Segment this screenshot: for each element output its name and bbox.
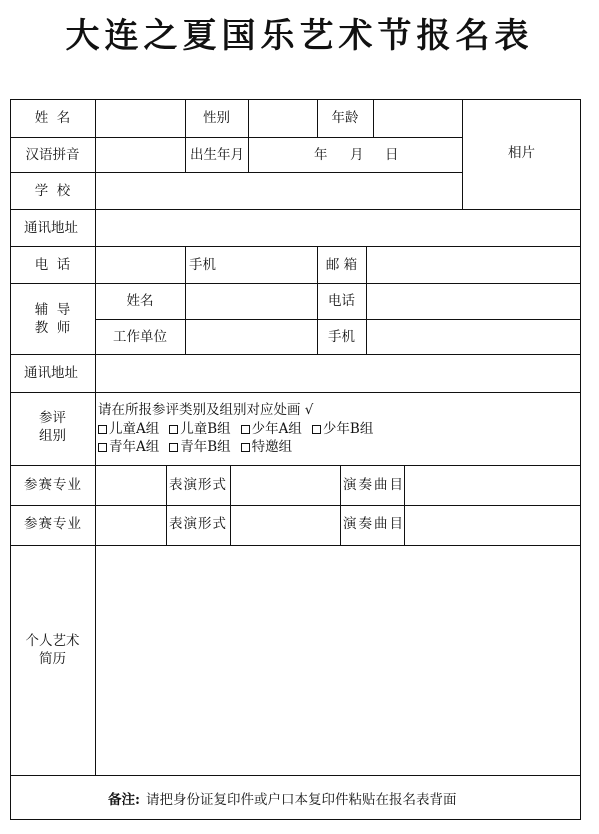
birth-day-unit: 日 (385, 147, 399, 163)
checkbox-icon (241, 443, 250, 452)
note-text: 请把身份证复印件或户口本复印件粘贴在报名表背面 (145, 792, 457, 808)
category-label-line1: 参评 (39, 410, 66, 426)
row-divider (95, 319, 581, 320)
row-divider (10, 172, 462, 173)
category-label-line2: 组别 (39, 428, 66, 444)
tutor-label-line1: 辅 导 (34, 302, 71, 318)
col-divider (340, 465, 341, 545)
mobile-label: 手机 (189, 257, 216, 273)
piece-label: 演奏曲目 (343, 477, 405, 493)
phone-label: 电 话 (34, 257, 71, 273)
option-youth-b[interactable]: 青年B组 (169, 439, 230, 456)
address2-label: 通讯地址 (24, 365, 78, 381)
col-divider (166, 465, 167, 545)
checkbox-icon (169, 425, 178, 434)
category-instruction: 请在所报参评类别及组别对应处画 √ (98, 402, 314, 418)
name-label: 姓 名 (34, 110, 71, 126)
pinyin-label: 汉语拼音 (25, 147, 80, 163)
checkbox-icon (98, 425, 107, 434)
checkbox-icon (312, 425, 321, 434)
tutor-phone-label: 电话 (328, 293, 355, 309)
major-label: 参赛专业 (24, 477, 82, 493)
gender-label: 性别 (203, 110, 230, 126)
checkbox-icon (169, 443, 178, 452)
option-junior-a[interactable]: 少年A组 (241, 421, 302, 438)
birth-label: 出生年月 (190, 147, 244, 163)
option-youth-a[interactable]: 青年A组 (98, 439, 159, 456)
form-note (108, 792, 456, 809)
form-title: 大连之夏国乐艺术节报名表 (65, 16, 534, 56)
col-divider (95, 99, 96, 775)
resume-label-line2: 简历 (39, 651, 66, 667)
piece-label: 演奏曲目 (343, 516, 405, 532)
form-label: 表演形式 (169, 477, 227, 493)
tutor-label-line2: 教 师 (34, 320, 71, 336)
row-divider (10, 775, 581, 776)
form-label: 表演形式 (169, 516, 227, 532)
checkbox-icon (241, 425, 250, 434)
col-divider (185, 246, 186, 354)
category-options-row2 (98, 439, 302, 456)
school-label: 学 校 (34, 183, 71, 199)
option-child-a[interactable]: 儿童A组 (98, 421, 159, 438)
tutor-work-label: 工作单位 (113, 329, 167, 345)
tutor-mobile-label: 手机 (328, 329, 355, 345)
address-label: 通讯地址 (24, 220, 78, 236)
postcode-label: 邮 箱 (325, 257, 358, 273)
col-divider (366, 246, 367, 354)
major-label: 参赛专业 (24, 516, 82, 532)
note-prefix: 备注: (108, 792, 140, 808)
option-junior-b[interactable]: 少年B组 (312, 421, 373, 438)
photo-label: 相片 (508, 145, 535, 161)
checkbox-icon (98, 443, 107, 452)
col-divider (230, 465, 231, 545)
col-divider (373, 99, 374, 137)
category-options-row1 (98, 421, 383, 438)
option-child-b[interactable]: 儿童B组 (169, 421, 230, 438)
age-label: 年龄 (331, 110, 359, 126)
resume-label-line1: 个人艺术 (25, 633, 80, 649)
option-invited[interactable]: 特邀组 (241, 439, 293, 456)
row-divider (10, 137, 462, 138)
tutor-name-label: 姓名 (126, 293, 154, 309)
col-divider (248, 99, 249, 172)
birth-year-unit: 年 (314, 147, 328, 163)
birth-month-unit: 月 (350, 147, 364, 163)
